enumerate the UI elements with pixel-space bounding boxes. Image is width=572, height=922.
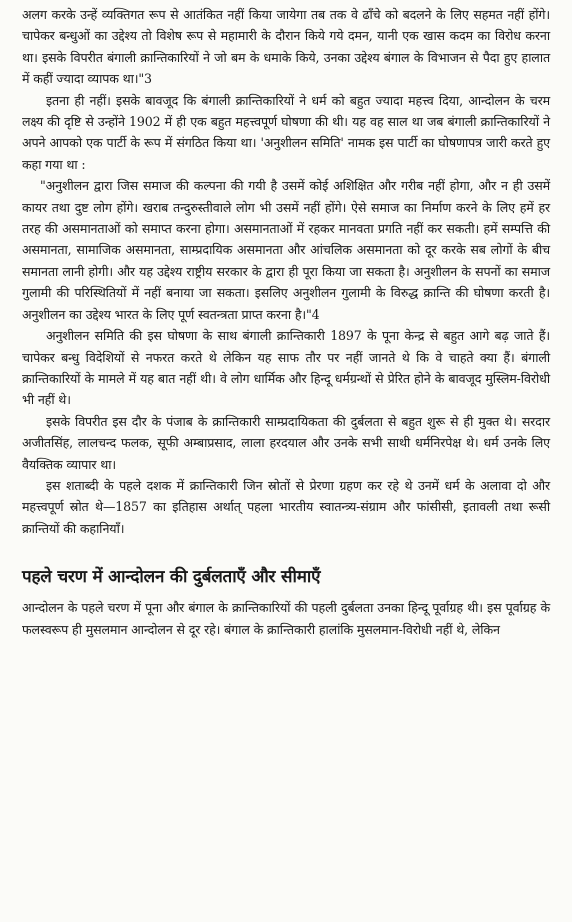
paragraph-1: अलग करके उन्हें व्यक्तिगत रूप से आतंकित नहीं किया जायेगा तब तक वे ढाँचे को बदलने के लिए सहमत नहीं होंगे। चापेकर बन्धुओं का उद्देश्य तो विशेष रूप से महामारी के दौरान किये गये दमन, यानी एक खास कदम का विरोध करना था। इसके विपरीत बंगाली क्रान्तिकारियों ने जो बम के धमाके किये, उनका उद्देश्य बंगाल के विभाजन से पैदा हुए हालात में कहीं ज्यादा व्यापक था।"3 [22,7,550,87]
paragraph-2: इतना ही नहीं। इसके बावजूद कि बंगाली क्रान्तिकारियों ने धर्म को बहुत ज्यादा महत्त्व दिया, आन्दोलन के चरम लक्ष्य की दृष्टि से उन्होंने 1902 में ही एक बहुत महत्त्वपूर्ण घोषणा की थी। यह वह साल था जब बंगाली क्रान्तिकारियों ने अपने आपको एक पार्टी के रूप में संगठित किया था। 'अनुशीलन समिति' नामक इस पार्टी का घोषणापत्र जारी करते हुए कहा गया था : [22,92,550,172]
paragraph-5: इस शताब्दी के पहले दशक में क्रान्तिकारी जिन स्रोतों से प्रेरणा ग्रहण कर रहे थे उनमें धर्म के अलावा दो और महत्त्वपूर्ण स्रोत थे—1857 का इतिहास अर्थात् पहला भारतीय स्वातन्त्र्य-संग्राम और फांसीसी, इतावली तथा रूसी क्रान्तियों की कहानियाँ। [22,477,550,536]
paragraph-3: अनुशीलन समिति की इस घोषणा के साथ बंगाली क्रान्तिकारी 1897 के पूना केन्द्र से बहुत आगे बढ़ जाते हैं। चापेकर बन्धु विदेशियों से नफरत करते थे लेकिन यह साफ तौर पर नहीं जानते थे कि वे चाहते क्या हैं। बंगाली क्रान्तिकारियों के मामले में यह बात नहीं थी। वे लोग धार्मिक और हिन्दू धर्मग्रन्थों से प्रेरित होने के बावजूद मुस्लिम-विरोधी भी नहीं थे। [22,328,550,408]
paragraph-6: आन्दोलन के पहले चरण में पूना और बंगाल के क्रान्तिकारियों की पहली दुर्बलता उनका हिन्दू पूर्वाग्रह थी। इस पूर्वाग्रह के फलस्वरूप ही मुसलमान आन्दोलन से दूर रहे। बंगाल के क्रान्तिकारी हालांकि मुसलमान-विरोधी नहीं थे, लेकिन [22,600,550,637]
section-heading: पहले चरण में आन्दोलन की दुर्बलताएँ और सीमाएँ [22,567,321,588]
paragraph-4: इसके विपरीत इस दौर के पंजाब के क्रान्तिकारी साम्प्रदायिकता की दुर्बलता से बहुत शुरू से ही मुक्त थे। सरदार अजीतसिंह, लालचन्द फलक, सूफी अम्बाप्रसाद, लाला हरदयाल और उनके सभी साथी धर्मनिरपेक्ष थे। धर्म उनके लिए वैयक्तिक व्यापार था। [22,413,550,472]
anushilan-quote: "अनुशीलन द्वारा जिस समाज की कल्पना की गयी है उसमें कोई अशिक्षित और गरीब नहीं होगा, और न ही उसमें कायर तथा दुष्ट लोग होंगे। खराब तन्दुरुस्तीवाले लोग भी उसमें नहीं होंगे। ऐसे समाज का निर्माण करने के लिए हमें हर तरह की असमानताओं को समाप्त करना होगा। असमानताओं में रहकर मानवता प्रगति नहीं कर सकती। हमें सम्पत्ति की असमानता, सामाजिक असमानता, साम्प्रदायिक असमानता और आंचलिक असमानता को दूर करके सब लोगों के बीच समानता लानी होगी। और यह उद्देश्य राष्ट्रीय सरकार के द्वारा ही पूरा किया जा सकता है। अनुशीलन के सपनों का समाज गुलामी की परिस्थितियों में नहीं बनाया जा सकता। इसलिए अनुशीलन गुलामी के विरुद्ध क्रान्ति की घोषणा करती है। अनुशीलन का उद्देश्य भारत के लिए पूर्ण स्वतन्त्रता प्राप्त करना है।"4 [22,178,550,322]
